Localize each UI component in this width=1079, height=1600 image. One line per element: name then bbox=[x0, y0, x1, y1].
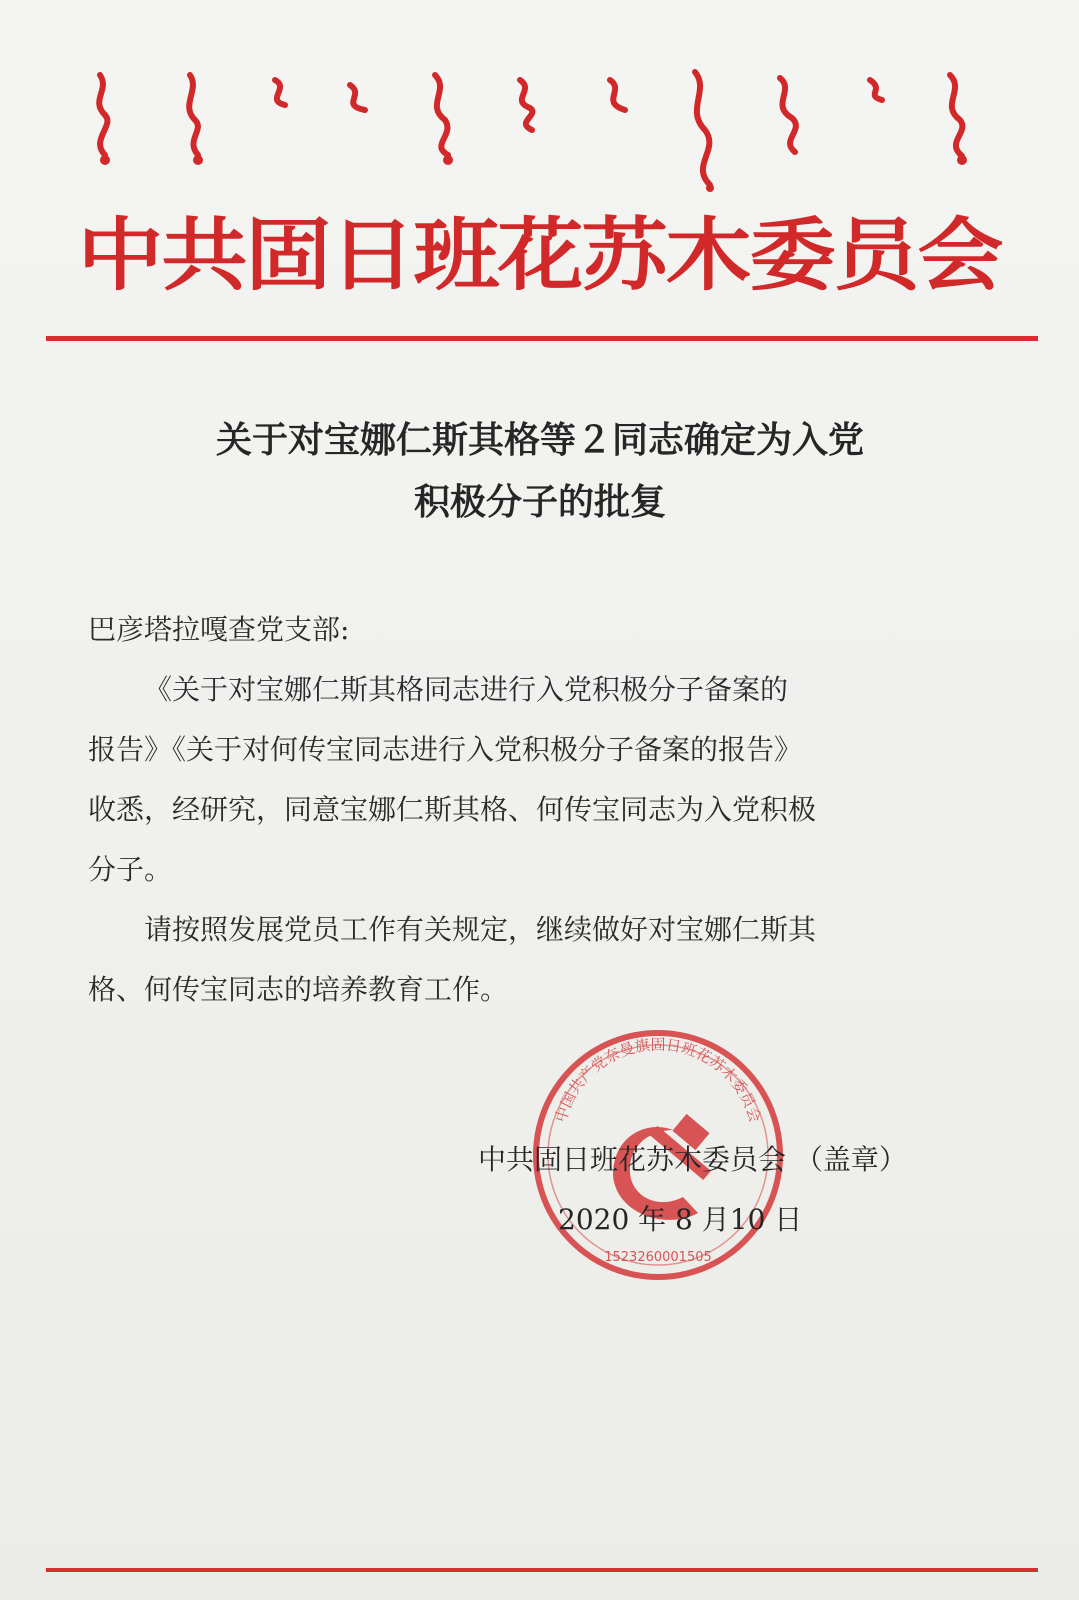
title-line-1: 关于对宝娜仁斯其格等２同志确定为入党 bbox=[215, 420, 864, 461]
seal-text: 中国共产党奈曼旗固日班花苏木委员会 bbox=[551, 1035, 765, 1125]
addressee: 巴彦塔拉嘎查党支部: bbox=[88, 613, 350, 646]
svg-text:中国共产党奈曼旗固日班花苏木委员会 bbox=[552, 1036, 764, 1125]
paragraph-2-line-1: 请按照发展党员工作有关规定，继续做好对宝娜仁斯其 bbox=[144, 913, 817, 946]
paragraph-1-line-3: 收悉，经研究，同意宝娜仁斯其格、何传宝同志为入党积极 bbox=[88, 793, 817, 826]
paragraph-1-line-4: 分子。 bbox=[88, 853, 173, 886]
mongolian-script-image bbox=[80, 60, 1020, 195]
org-name-heading: 中共固日班花苏木委员会 bbox=[77, 210, 1002, 302]
title-line-2: 积极分子的批复 bbox=[413, 482, 666, 523]
paragraph-1-line-1: 《关于对宝娜仁斯其格同志进行入党积极分子备案的 bbox=[144, 673, 789, 706]
document-title bbox=[60, 410, 1020, 534]
signature-organization: 中共固日班花苏木委员会 （盖章） bbox=[478, 1143, 907, 1176]
red-divider-top bbox=[46, 336, 1038, 341]
mongolian-script-header bbox=[80, 60, 1020, 195]
seal-code: 1523260001505 bbox=[604, 1250, 712, 1265]
paragraph-1-line-2: 报告》《关于对何传宝同志进行入党积极分子备案的报告》 bbox=[88, 733, 803, 766]
signature-date: 2020 年 8 月10 日 bbox=[558, 1203, 803, 1236]
red-divider-bottom bbox=[46, 1568, 1038, 1572]
document-body bbox=[88, 600, 988, 1020]
paragraph-2-line-2: 格、何传宝同志的培养教育工作。 bbox=[88, 973, 509, 1006]
